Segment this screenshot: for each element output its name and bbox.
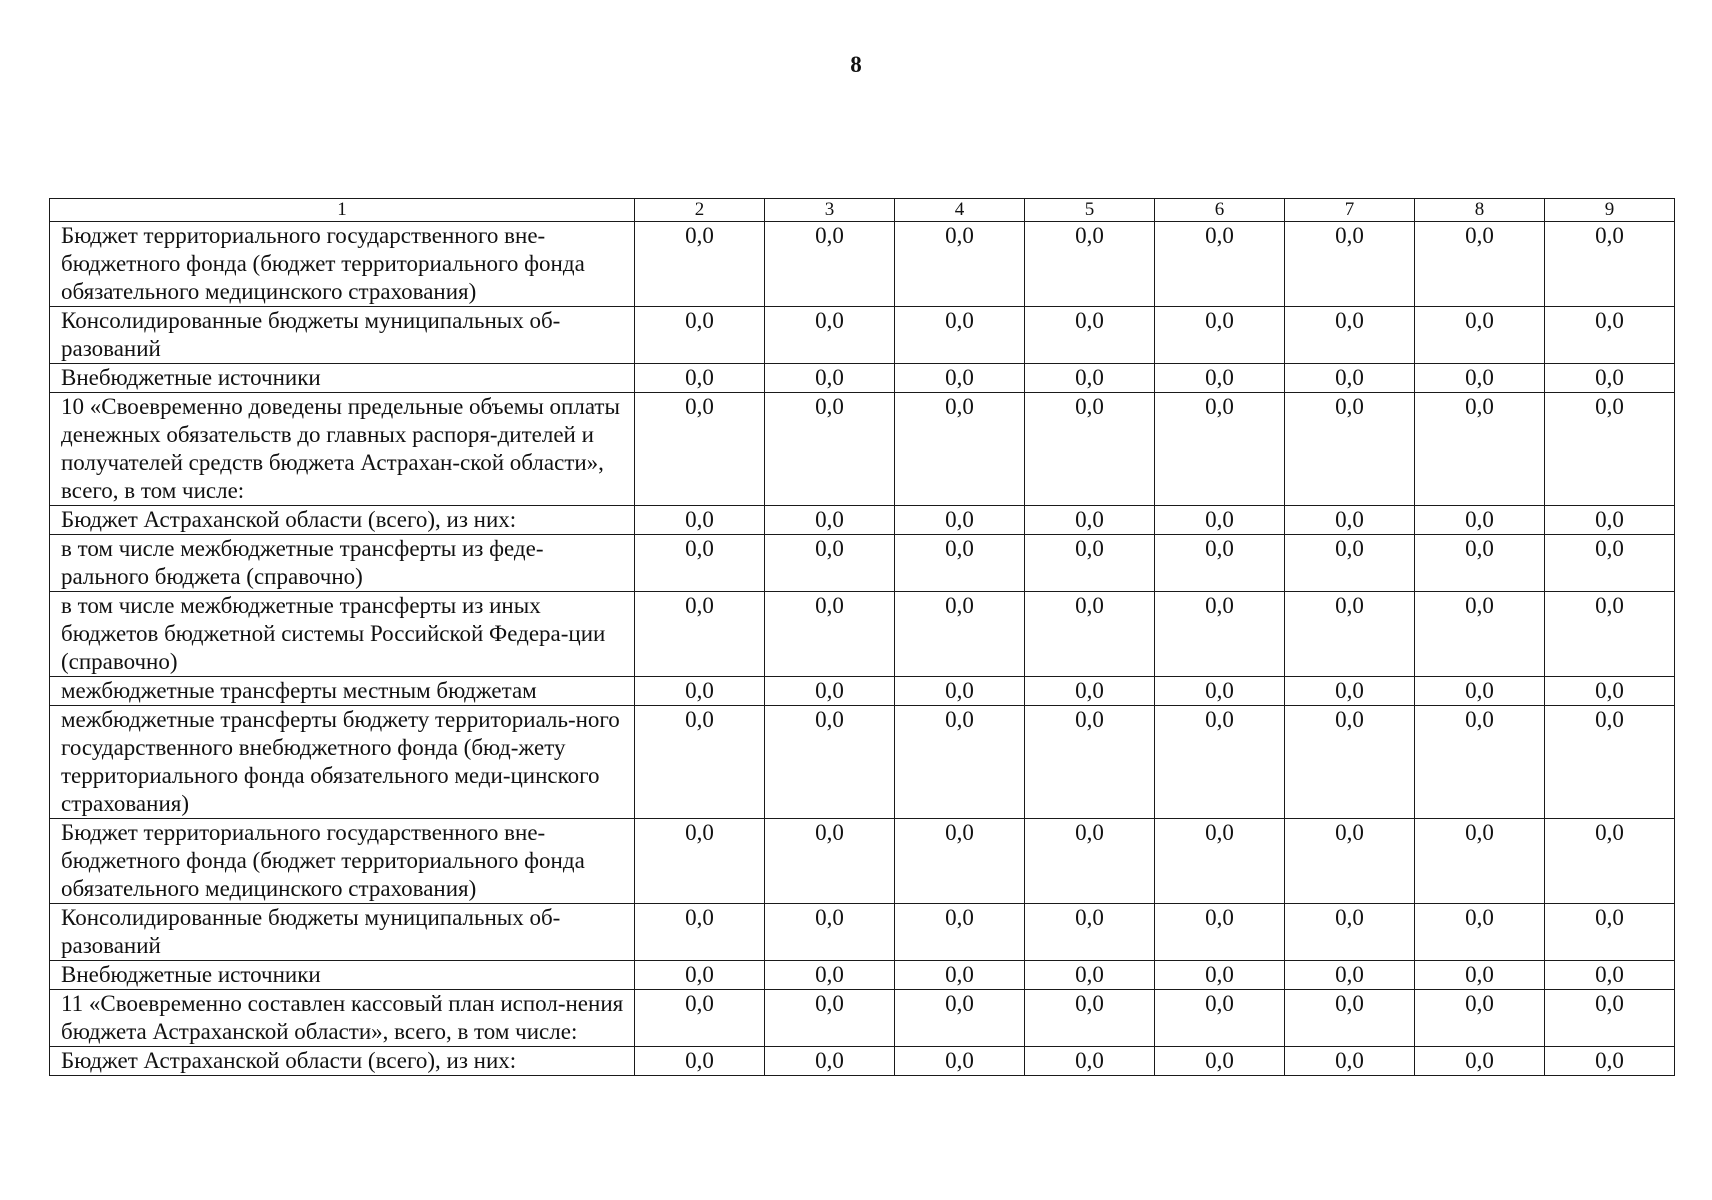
row-label: Бюджет Астраханской области (всего), из них: xyxy=(50,1047,635,1076)
value-cell: 0,0 xyxy=(1545,961,1675,990)
value-cell: 0,0 xyxy=(1155,364,1285,393)
value-cell: 0,0 xyxy=(635,535,765,592)
value-cell: 0,0 xyxy=(1415,706,1545,819)
value-cell: 0,0 xyxy=(765,364,895,393)
value-cell: 0,0 xyxy=(1155,990,1285,1047)
value-cell: 0,0 xyxy=(635,819,765,904)
value-cell: 0,0 xyxy=(895,1047,1025,1076)
table-row xyxy=(50,364,1675,393)
column-header: 2 xyxy=(635,199,765,222)
value-cell: 0,0 xyxy=(1025,677,1155,706)
column-header: 8 xyxy=(1415,199,1545,222)
value-cell: 0,0 xyxy=(1285,1047,1415,1076)
column-header: 4 xyxy=(895,199,1025,222)
value-cell: 0,0 xyxy=(765,535,895,592)
table-row xyxy=(50,961,1675,990)
value-cell: 0,0 xyxy=(1025,904,1155,961)
value-cell: 0,0 xyxy=(1025,222,1155,307)
column-header: 9 xyxy=(1545,199,1675,222)
value-cell: 0,0 xyxy=(1285,819,1415,904)
table-row xyxy=(50,307,1675,364)
value-cell: 0,0 xyxy=(635,904,765,961)
row-label: 10 «Своевременно доведены предельные объемы оплаты денежных обязательств до главных распоря-дителей и получателей средств бюджета Астрахан-ской области», всего, в том числе: xyxy=(50,393,635,506)
value-cell: 0,0 xyxy=(765,990,895,1047)
row-label: в том числе межбюджетные трансферты из феде-рального бюджета (справочно) xyxy=(50,535,635,592)
value-cell: 0,0 xyxy=(1545,592,1675,677)
value-cell: 0,0 xyxy=(1545,222,1675,307)
value-cell: 0,0 xyxy=(1155,506,1285,535)
value-cell: 0,0 xyxy=(1025,990,1155,1047)
table-body xyxy=(50,222,1675,1076)
value-cell: 0,0 xyxy=(1025,535,1155,592)
value-cell: 0,0 xyxy=(1545,904,1675,961)
value-cell: 0,0 xyxy=(1545,819,1675,904)
table-row xyxy=(50,535,1675,592)
value-cell: 0,0 xyxy=(1415,307,1545,364)
value-cell: 0,0 xyxy=(635,961,765,990)
row-label: Консолидированные бюджеты муниципальных об-разований xyxy=(50,904,635,961)
column-header: 3 xyxy=(765,199,895,222)
value-cell: 0,0 xyxy=(635,706,765,819)
column-header: 5 xyxy=(1025,199,1155,222)
header-row xyxy=(50,199,1675,222)
value-cell: 0,0 xyxy=(1285,706,1415,819)
value-cell: 0,0 xyxy=(895,535,1025,592)
value-cell: 0,0 xyxy=(635,364,765,393)
value-cell: 0,0 xyxy=(765,1047,895,1076)
value-cell: 0,0 xyxy=(1415,990,1545,1047)
value-cell: 0,0 xyxy=(1155,307,1285,364)
value-cell: 0,0 xyxy=(765,222,895,307)
budget-table xyxy=(49,198,1675,1076)
table-row xyxy=(50,904,1675,961)
value-cell: 0,0 xyxy=(1415,222,1545,307)
value-cell: 0,0 xyxy=(1415,904,1545,961)
value-cell: 0,0 xyxy=(895,904,1025,961)
table-row xyxy=(50,592,1675,677)
value-cell: 0,0 xyxy=(1415,961,1545,990)
value-cell: 0,0 xyxy=(635,990,765,1047)
value-cell: 0,0 xyxy=(1545,307,1675,364)
value-cell: 0,0 xyxy=(895,364,1025,393)
row-label: межбюджетные трансферты бюджету территориаль-ного государственного внебюджетного фонда (бюд-жету территориального фонда обязательного меди-цинского страхования) xyxy=(50,706,635,819)
value-cell: 0,0 xyxy=(635,222,765,307)
value-cell: 0,0 xyxy=(765,961,895,990)
value-cell: 0,0 xyxy=(895,592,1025,677)
value-cell: 0,0 xyxy=(895,819,1025,904)
value-cell: 0,0 xyxy=(1155,535,1285,592)
value-cell: 0,0 xyxy=(765,819,895,904)
value-cell: 0,0 xyxy=(1545,706,1675,819)
value-cell: 0,0 xyxy=(1285,904,1415,961)
value-cell: 0,0 xyxy=(1415,393,1545,506)
value-cell: 0,0 xyxy=(1545,677,1675,706)
value-cell: 0,0 xyxy=(1415,677,1545,706)
value-cell: 0,0 xyxy=(1415,535,1545,592)
row-label: Бюджет Астраханской области (всего), из них: xyxy=(50,506,635,535)
column-header: 1 xyxy=(50,199,635,222)
value-cell: 0,0 xyxy=(1025,592,1155,677)
value-cell: 0,0 xyxy=(765,393,895,506)
page-number: 8 xyxy=(850,52,862,77)
value-cell: 0,0 xyxy=(1025,364,1155,393)
row-label: Бюджет территориального государственного вне-бюджетного фонда (бюджет территориального фонда обязательного медицинского страхования) xyxy=(50,222,635,307)
value-cell: 0,0 xyxy=(1285,307,1415,364)
value-cell: 0,0 xyxy=(1155,393,1285,506)
value-cell: 0,0 xyxy=(1415,506,1545,535)
row-label: 11 «Своевременно составлен кассовый план испол-нения бюджета Астраханской области», всего, в том числе: xyxy=(50,990,635,1047)
value-cell: 0,0 xyxy=(895,393,1025,506)
value-cell: 0,0 xyxy=(765,506,895,535)
value-cell: 0,0 xyxy=(1025,961,1155,990)
value-cell: 0,0 xyxy=(1285,364,1415,393)
value-cell: 0,0 xyxy=(635,506,765,535)
table-row xyxy=(50,1047,1675,1076)
value-cell: 0,0 xyxy=(1025,1047,1155,1076)
value-cell: 0,0 xyxy=(1545,535,1675,592)
value-cell: 0,0 xyxy=(765,307,895,364)
value-cell: 0,0 xyxy=(765,592,895,677)
value-cell: 0,0 xyxy=(1545,393,1675,506)
value-cell: 0,0 xyxy=(1415,819,1545,904)
table-row xyxy=(50,506,1675,535)
value-cell: 0,0 xyxy=(635,1047,765,1076)
row-label: межбюджетные трансферты местным бюджетам xyxy=(50,677,635,706)
value-cell: 0,0 xyxy=(1155,222,1285,307)
value-cell: 0,0 xyxy=(895,307,1025,364)
table-row xyxy=(50,222,1675,307)
value-cell: 0,0 xyxy=(895,222,1025,307)
value-cell: 0,0 xyxy=(1415,1047,1545,1076)
value-cell: 0,0 xyxy=(1285,990,1415,1047)
column-header: 6 xyxy=(1155,199,1285,222)
value-cell: 0,0 xyxy=(1545,506,1675,535)
value-cell: 0,0 xyxy=(895,706,1025,819)
value-cell: 0,0 xyxy=(1155,706,1285,819)
row-label: в том числе межбюджетные трансферты из иных бюджетов бюджетной системы Российской Федера-ции (справочно) xyxy=(50,592,635,677)
value-cell: 0,0 xyxy=(765,904,895,961)
value-cell: 0,0 xyxy=(1155,592,1285,677)
budget-table-container xyxy=(49,198,1673,1076)
row-label: Бюджет территориального государственного вне-бюджетного фонда (бюджет территориального фонда обязательного медицинского страхования) xyxy=(50,819,635,904)
value-cell: 0,0 xyxy=(1285,535,1415,592)
table-row xyxy=(50,706,1675,819)
value-cell: 0,0 xyxy=(635,393,765,506)
value-cell: 0,0 xyxy=(635,592,765,677)
table-row xyxy=(50,990,1675,1047)
value-cell: 0,0 xyxy=(1285,393,1415,506)
row-label: Внебюджетные источники xyxy=(50,364,635,393)
value-cell: 0,0 xyxy=(1025,706,1155,819)
value-cell: 0,0 xyxy=(1155,819,1285,904)
row-label: Внебюджетные источники xyxy=(50,961,635,990)
value-cell: 0,0 xyxy=(1545,1047,1675,1076)
value-cell: 0,0 xyxy=(1415,592,1545,677)
value-cell: 0,0 xyxy=(1285,677,1415,706)
value-cell: 0,0 xyxy=(1285,592,1415,677)
table-row xyxy=(50,677,1675,706)
table-row xyxy=(50,819,1675,904)
table-row xyxy=(50,393,1675,506)
value-cell: 0,0 xyxy=(895,677,1025,706)
value-cell: 0,0 xyxy=(765,677,895,706)
value-cell: 0,0 xyxy=(765,706,895,819)
column-header: 7 xyxy=(1285,199,1415,222)
value-cell: 0,0 xyxy=(895,990,1025,1047)
value-cell: 0,0 xyxy=(1025,307,1155,364)
value-cell: 0,0 xyxy=(1285,222,1415,307)
value-cell: 0,0 xyxy=(1545,990,1675,1047)
value-cell: 0,0 xyxy=(635,677,765,706)
value-cell: 0,0 xyxy=(1025,506,1155,535)
value-cell: 0,0 xyxy=(1025,819,1155,904)
value-cell: 0,0 xyxy=(1155,1047,1285,1076)
value-cell: 0,0 xyxy=(1155,961,1285,990)
row-label: Консолидированные бюджеты муниципальных об-разований xyxy=(50,307,635,364)
value-cell: 0,0 xyxy=(895,961,1025,990)
value-cell: 0,0 xyxy=(1285,961,1415,990)
value-cell: 0,0 xyxy=(1415,364,1545,393)
value-cell: 0,0 xyxy=(635,307,765,364)
value-cell: 0,0 xyxy=(895,506,1025,535)
value-cell: 0,0 xyxy=(1155,904,1285,961)
value-cell: 0,0 xyxy=(1025,393,1155,506)
value-cell: 0,0 xyxy=(1285,506,1415,535)
value-cell: 0,0 xyxy=(1545,364,1675,393)
value-cell: 0,0 xyxy=(1155,677,1285,706)
